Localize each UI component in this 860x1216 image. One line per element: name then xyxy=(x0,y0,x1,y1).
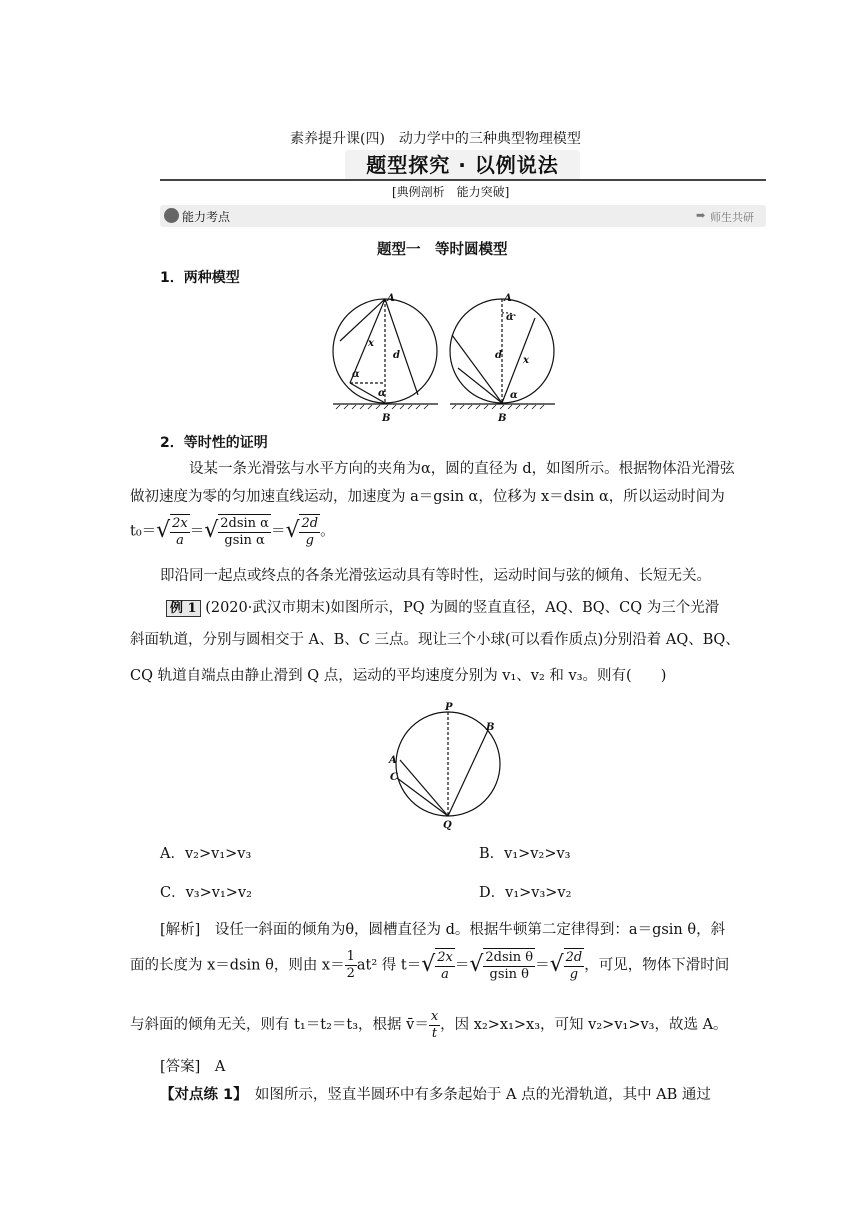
example-line-1 xyxy=(166,596,719,620)
banner-text: 题型探究 · 以例说法 xyxy=(366,153,559,177)
frac3-den: g xyxy=(305,532,314,548)
topic-bar-label: 能力考点 xyxy=(182,210,231,224)
example-line-3: CQ 轨道自端点由静止滑到 Q 点，运动的平均速度分别为 v₁、v₂ 和 v₃。则有( ) xyxy=(130,668,667,684)
fig1-label-alpha4: α xyxy=(510,390,518,401)
half-num: 1 xyxy=(346,949,355,964)
fig1-label-alpha3: α xyxy=(506,312,514,323)
answer-value: A xyxy=(214,1059,226,1075)
example-line-2: 斜面轨道，分别与圆相交于 A、B、C 三点。现让三个小球(可以看作质点)分别沿着 AQ、BQ、 xyxy=(130,632,740,648)
option-a[interactable]: A．v₂>v₁>v₃ xyxy=(160,846,252,862)
fig1-label-d2: d xyxy=(495,350,502,361)
analysis-line-3 xyxy=(130,1008,728,1042)
v-den: t xyxy=(431,1025,438,1041)
fig1-label-B: B xyxy=(382,413,391,424)
time-formula: t₀＝ √ $\frac{2x}{a}$ ＝ √ $\frac{\text{2dsin α}}{\text{gsin α}}$ ＝ √ $\frac{2d}{g}$ 。 xyxy=(130,514,335,549)
g3-num: √ 2d xyxy=(565,949,583,965)
fig1-label-d: d xyxy=(393,350,400,361)
practice-text: 如图所示，竖直半圆环中有多条起始于 A 点的光滑轨道，其中 AB 通过 xyxy=(254,1087,711,1103)
analysis-text-3a: 与斜面的倾角无关，则有 t₁＝t₂＝t₃，根据 v̄＝ xyxy=(130,1017,429,1033)
fig1-label-B2: B xyxy=(498,413,507,424)
frac2-den: gsin α xyxy=(224,532,265,548)
proof-conclusion: 即沿同一起点或终点的各条光滑弦运动具有等时性，运动时间与弦的倾角、长短无关。 xyxy=(160,568,711,584)
arrow-right-icon: ➡ xyxy=(696,209,706,222)
sqrt-2 xyxy=(204,514,271,549)
fig1-label-alpha2: α xyxy=(378,388,386,399)
section-heading: 题型一 等时圆模型 xyxy=(377,242,508,258)
half-den: 2 xyxy=(346,966,355,981)
isochronous-circle-figure xyxy=(330,288,555,426)
analysis-text-3b: ，因 x₂>x₁>x₃，可知 v₂>v₁>v₃，故选 A。 xyxy=(440,1017,728,1033)
proof-line-2: 做初速度为零的匀加速直线运动，加速度为 a＝gsin α，位移为 x＝dsin α，所以运动时间为 xyxy=(130,489,725,505)
g1-num: √ 2x xyxy=(437,949,453,965)
fig2-label-A: A xyxy=(389,755,397,766)
frac2-num: √ 2dsin α xyxy=(220,515,269,531)
frac1-num: √ 2x xyxy=(172,515,188,531)
analysis-line-1: [解析] 设任一斜面的倾角为θ，圆槽直径为 d。根据牛顿第二定律得到：a＝gsin θ，斜 xyxy=(160,922,726,938)
page-title: 素养提升课(四) 动力学中的三种典型物理模型 xyxy=(290,131,581,147)
analysis-text-2a: 面的长度为 x＝dsin θ，则由 x＝ xyxy=(130,957,345,974)
topic-bar-note: 师生共研 xyxy=(710,211,754,224)
fig1-label-x2: x xyxy=(523,355,529,366)
frac1-den: a xyxy=(176,532,184,548)
topic-bar xyxy=(160,205,766,227)
option-b[interactable]: B．v₁>v₂>v₃ xyxy=(479,846,571,862)
example-circle-figure xyxy=(385,700,510,830)
banner-rule xyxy=(160,179,766,181)
t0-label: t₀＝ xyxy=(130,523,157,540)
fig1-label-A: A xyxy=(387,293,395,304)
subheading-two-models: 1．两种模型 xyxy=(160,270,240,286)
fig1-label-alpha1: α xyxy=(352,369,360,380)
subheading-proof: 2．等时性的证明 xyxy=(160,435,268,451)
practice-line xyxy=(160,1083,711,1107)
example-text-1: (2020·武汉市期末)如图所示，PQ 为圆的竖直直径，AQ、BQ、CQ 为三个光滑 xyxy=(205,600,720,616)
g2-den: gsin θ xyxy=(489,966,529,982)
sqrt-g1 xyxy=(421,948,455,983)
fig1-label-x: x xyxy=(368,338,374,349)
frac3-num: √ 2d xyxy=(301,515,319,531)
practice-tag: 【对点练 1】 xyxy=(160,1087,241,1103)
banner-subtitle: [典例剖析 能力突破] xyxy=(392,185,510,199)
fig2-label-B: B xyxy=(486,722,495,733)
g1-den: a xyxy=(441,966,449,982)
analysis-line-2: 面的长度为 x＝dsin θ，则由 x＝ $\frac{1}{2}$ at² 得 t＝ √ $\frac{2x}{a}$ ＝ √ $\frac{\text{2dsin θ}}{\text{gsin θ}}$ ＝ √ $\frac{2d}{g}$ ，可见，物体下滑时间 xyxy=(130,948,729,983)
answer-label: [答案] xyxy=(160,1059,201,1075)
fig2-label-P: P xyxy=(445,702,453,713)
fig2-label-Q: Q xyxy=(443,820,452,830)
proof-line-1: 设某一条光滑弦与水平方向的夹角为α，圆的直径为 d，如图所示。根据物体沿光滑弦 xyxy=(189,461,735,477)
formula-end: 。 xyxy=(320,523,335,540)
fig2-label-C: C xyxy=(390,772,398,783)
sqrt-g2 xyxy=(469,948,535,983)
section-banner xyxy=(345,150,580,180)
bulb-icon xyxy=(164,208,179,223)
sqrt-3 xyxy=(285,514,320,549)
sqrt-g3 xyxy=(550,948,585,983)
option-d[interactable]: D．v₁>v₃>v₂ xyxy=(479,885,572,901)
option-c[interactable]: C．v₃>v₁>v₂ xyxy=(160,885,252,901)
answer-line xyxy=(160,1055,225,1079)
v-num: x xyxy=(430,1008,439,1024)
analysis-text-2b: at² 得 t＝ xyxy=(356,957,422,974)
sqrt-1 xyxy=(156,514,190,549)
analysis-text-2c: ，可见，物体下滑时间 xyxy=(584,957,730,974)
example-tag: 例 1 xyxy=(166,600,201,617)
fig1-label-A2: A xyxy=(504,293,512,304)
g2-num: √ 2dsin θ xyxy=(485,949,534,965)
g3-den: g xyxy=(569,966,579,982)
